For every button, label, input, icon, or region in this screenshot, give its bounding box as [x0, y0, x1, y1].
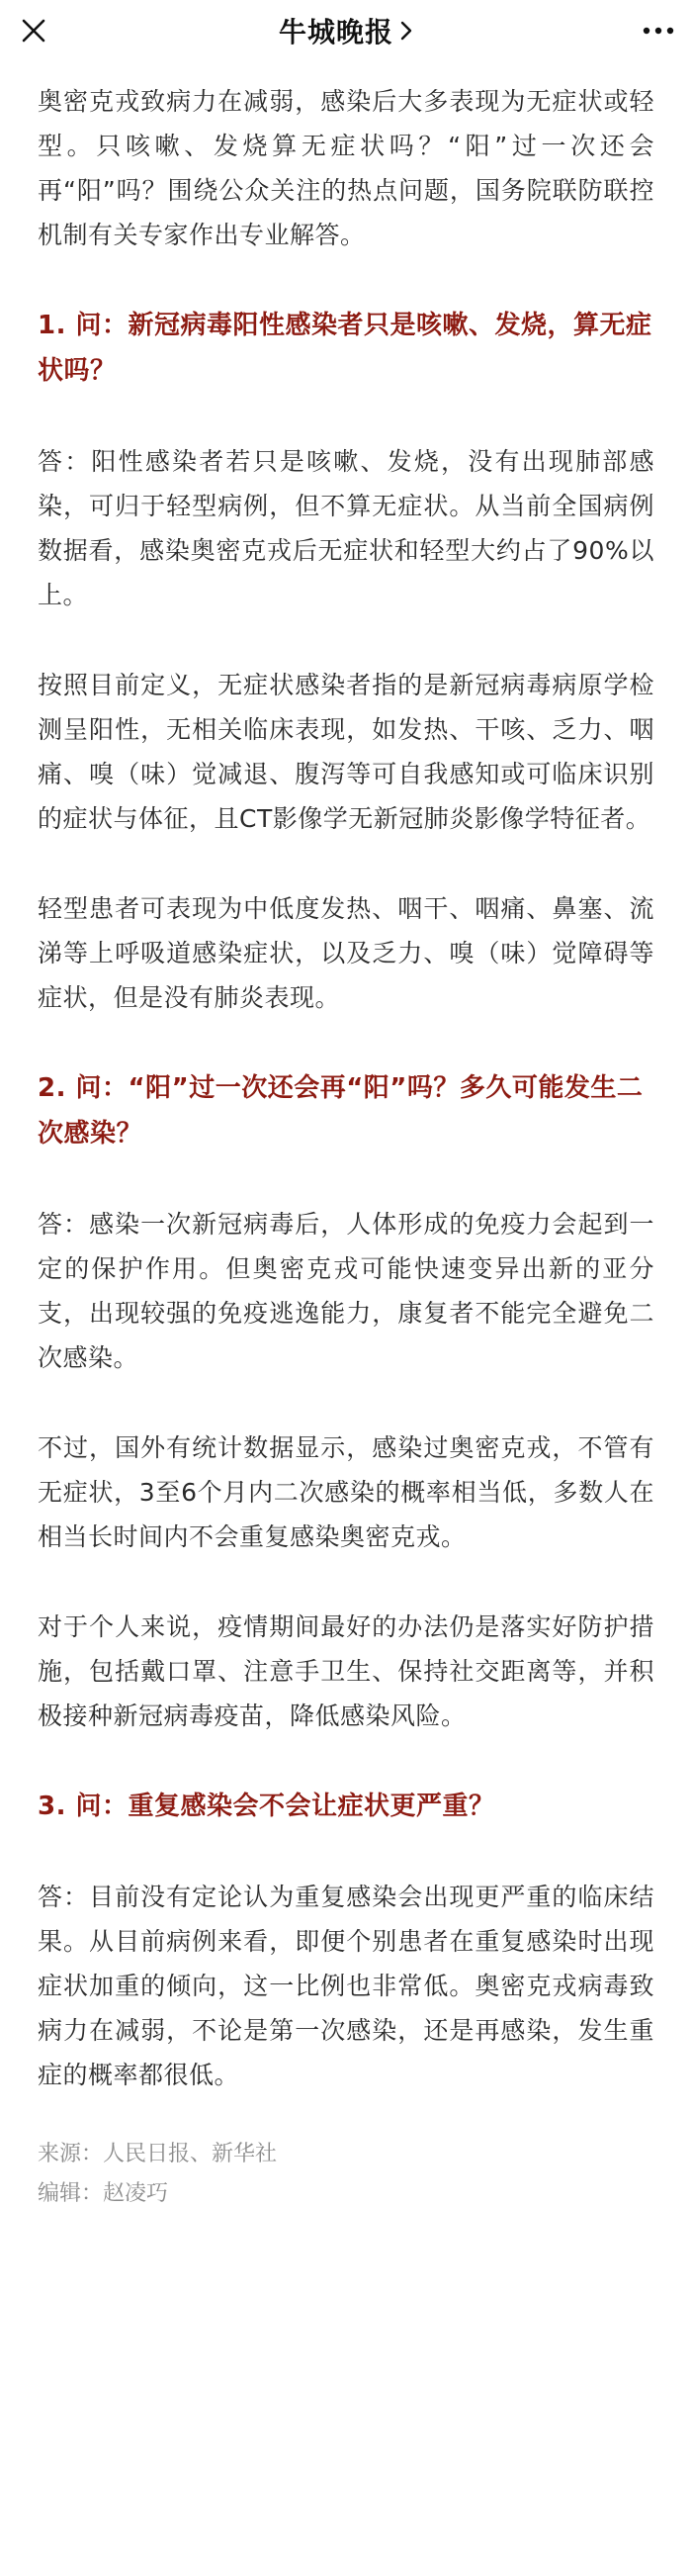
answer-1-paragraph-1: 答：阳性感染者若只是咳嗽、发烧，没有出现肺部感染，可归于轻型病例，但不算无症状。从当前全国病例数据看，感染奥密克戎后无症状和轻型大约占了90%以上。 [38, 447, 654, 609]
question-1: 1. 问：新冠病毒阳性感染者只是咳嗽、发烧，算无症状吗？ [38, 311, 652, 386]
answer-3-paragraph-1: 答：目前没有定论认为重复感染会出现更严重的临床结果。从目前病例来看，即便个别患者在重复感染时出现症状加重的倾向，这一比例也非常低。奥密克戎病毒致病力在减弱，不论是第一次感染，还是再感染，发生重症的概率都很低。 [38, 1883, 654, 2089]
close-button[interactable] [14, 11, 53, 50]
more-button[interactable] [639, 11, 678, 50]
answer-1-paragraph-3: 轻型患者可表现为中低度发热、咽干、咽痛、鼻塞、流涕等上呼吸道感染症状，以及乏力、嗅（味）觉障碍等症状，但是没有肺炎表现。 [38, 894, 654, 1012]
account-title-link[interactable] [279, 11, 413, 50]
intro-paragraph: 奥密克戎致病力在减弱，感染后大多表现为无症状或轻型。只咳嗽、发烧算无症状吗？“阳”过一次还会再“阳”吗？围绕公众关注的热点问题，国务院联防联控机制有关专家作出专业解答。 [38, 87, 654, 249]
account-title: 牛城晚报 [278, 16, 393, 48]
more-icon [643, 27, 674, 35]
top-bar [0, 0, 692, 61]
article-body [0, 61, 692, 2214]
close-icon [21, 18, 46, 44]
question-2: 2. 问：“阳”过一次还会再“阳”吗？多久可能发生二次感染？ [38, 1073, 644, 1149]
editor-line: 编辑：赵凌巧 [38, 2181, 169, 2206]
answer-2-paragraph-2: 不过，国外有统计数据显示，感染过奥密克戎，不管有无症状，3至6个月内二次感染的概率相当低，多数人在相当长时间内不会重复感染奥密克戎。 [38, 1433, 654, 1551]
question-3: 3. 问：重复感染会不会让症状更严重？ [38, 1792, 495, 1821]
chevron-right-icon [399, 20, 413, 42]
answer-2-paragraph-3: 对于个人来说，疫情期间最好的办法仍是落实好防护措施，包括戴口罩、注意手卫生、保持社交距离等，并积极接种新冠病毒疫苗，降低感染风险。 [38, 1612, 654, 1730]
answer-1-paragraph-2: 按照目前定义，无症状感染者指的是新冠病毒病原学检测呈阳性，无相关临床表现，如发热、干咳、乏力、咽痛、嗅（味）觉减退、腹泻等可自我感知或可临床识别的症状与体征，且CT影像学无新冠肺炎影像学特征者。 [38, 671, 654, 833]
answer-2-paragraph-1: 答：感染一次新冠病毒后，人体形成的免疫力会起到一定的保护作用。但奥密克戎可能快速变异出新的亚分支，出现较强的免疫逃逸能力，康复者不能完全避免二次感染。 [38, 1210, 654, 1372]
source-line: 来源：人民日报、新华社 [38, 2142, 278, 2166]
article-footer [38, 2135, 654, 2214]
